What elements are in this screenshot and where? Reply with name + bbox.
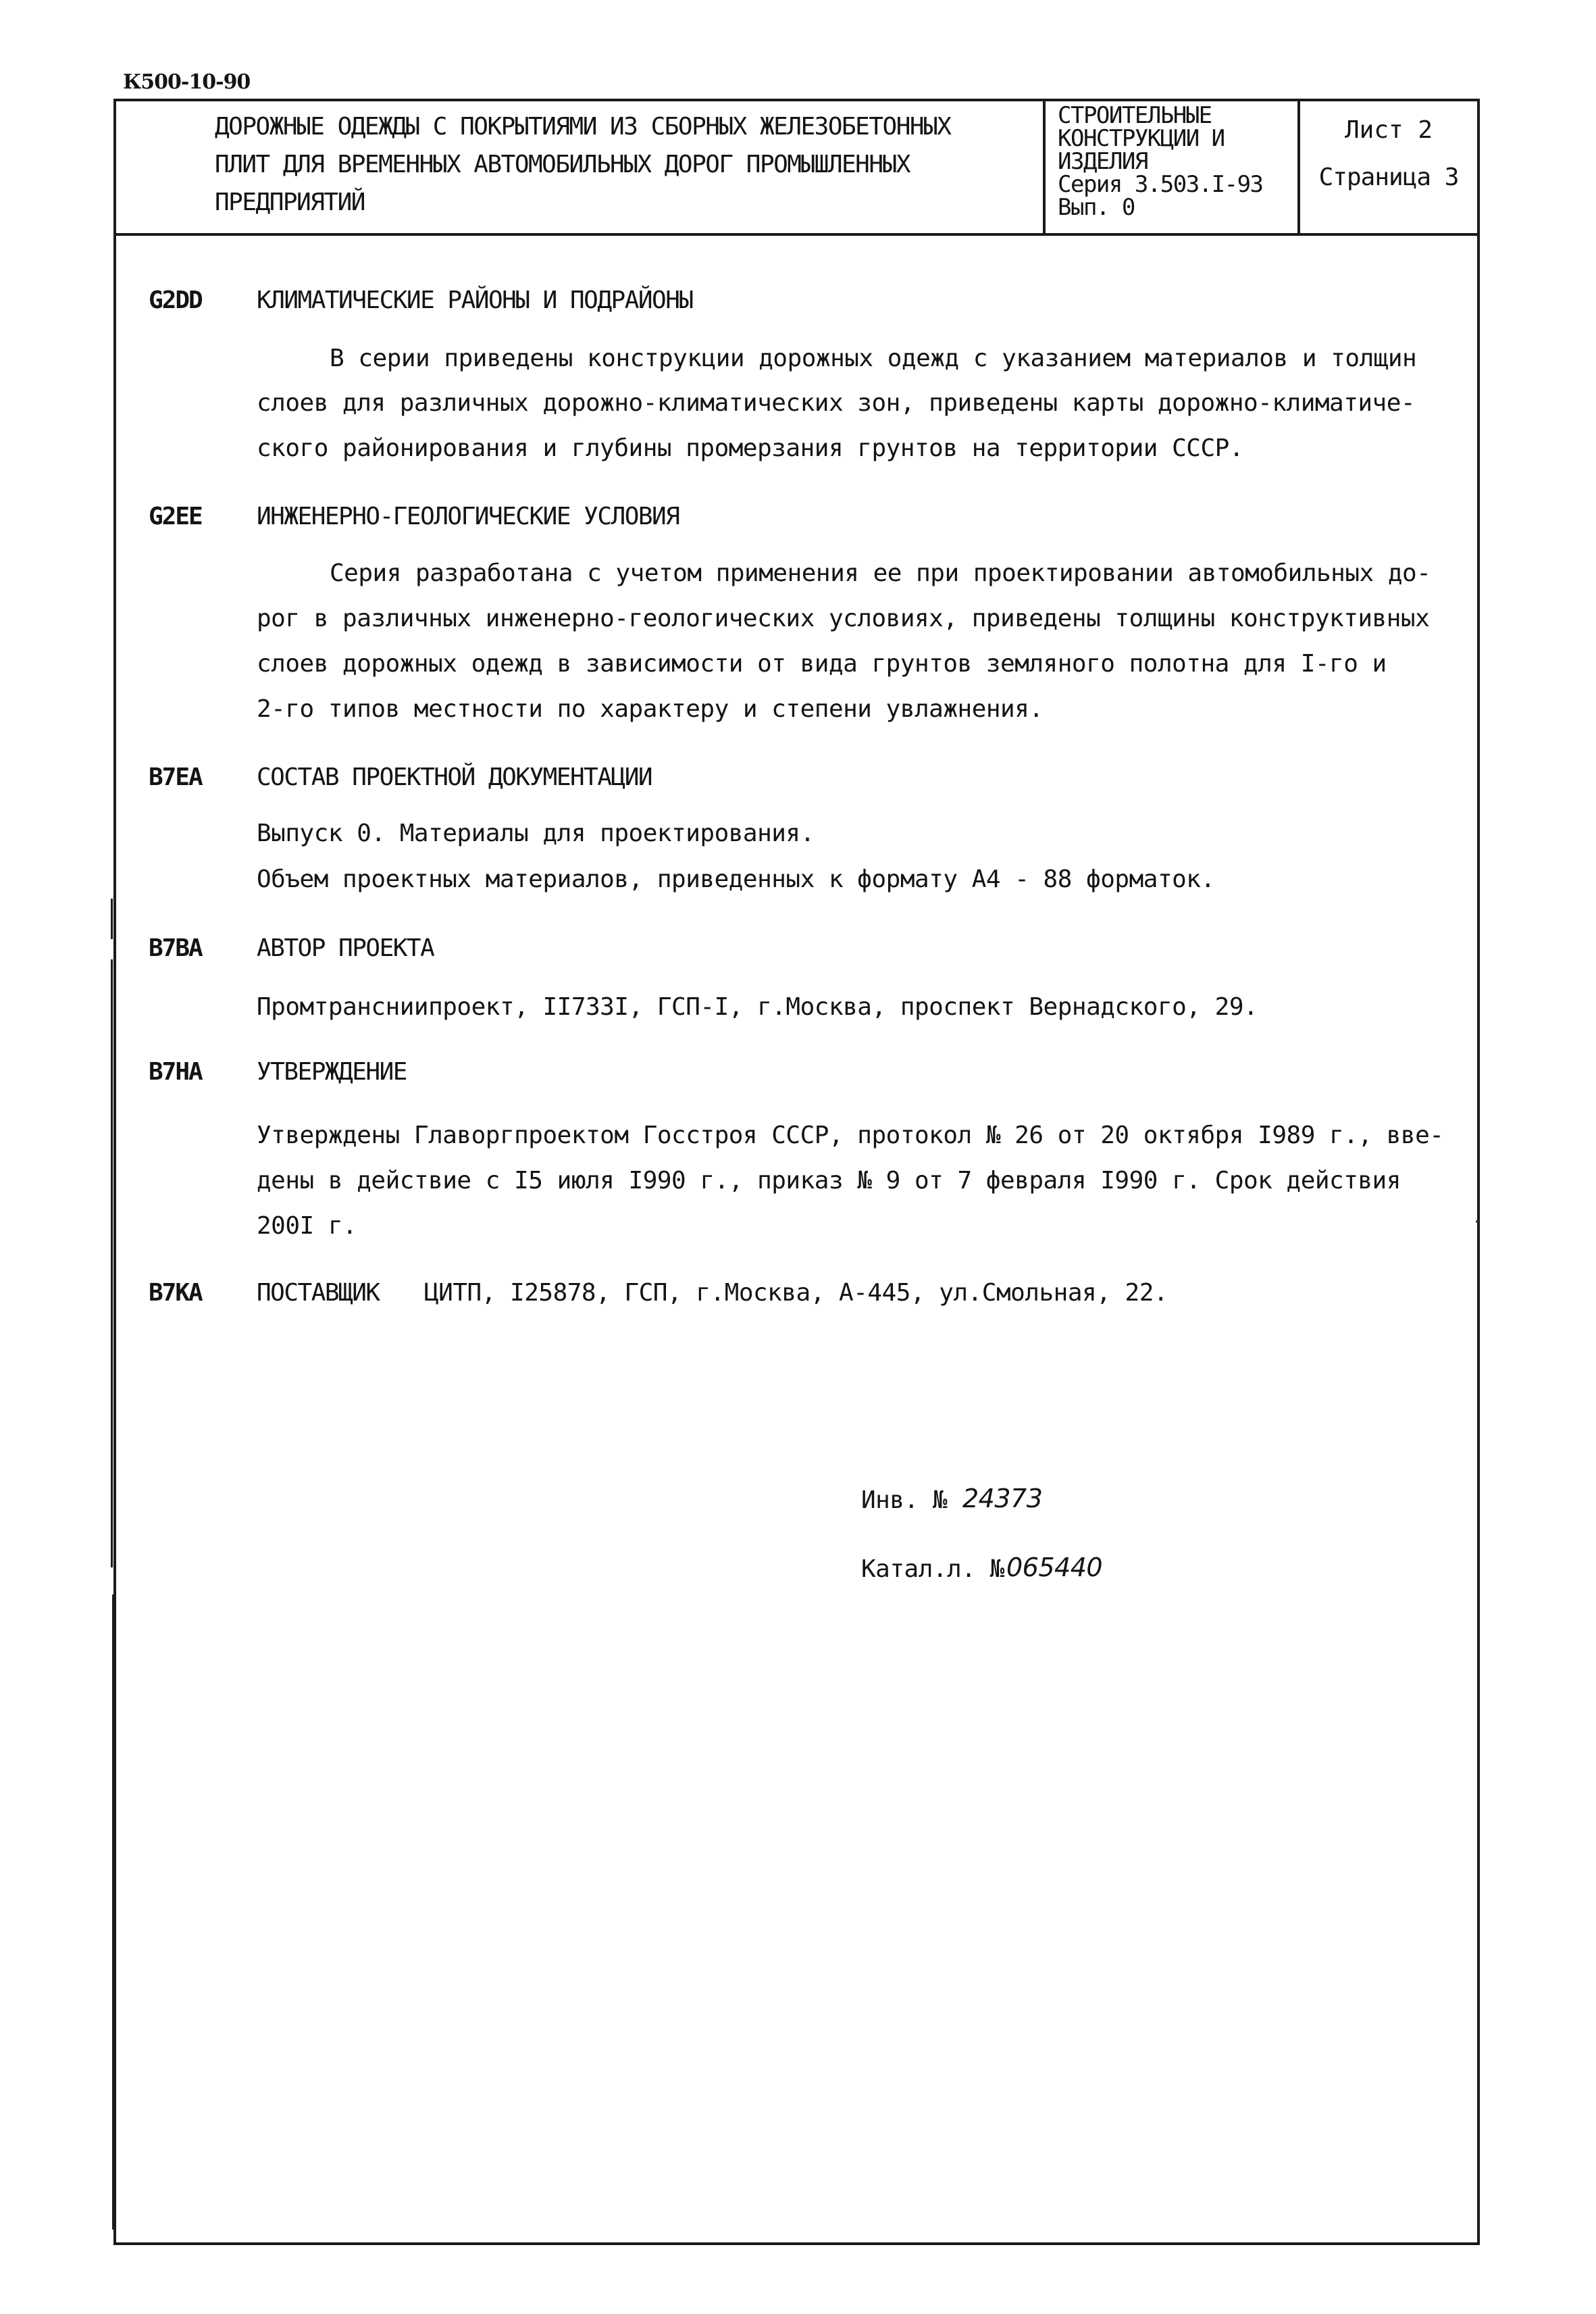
category-line: СТРОИТЕЛЬНЫЕ	[1058, 102, 1212, 129]
section-heading: СОСТАВ ПРОЕКТНОЙ ДОКУМЕНТАЦИИ	[257, 763, 652, 791]
catalog-label: Катал.л. №	[861, 1555, 1004, 1583]
series-block	[1058, 104, 1294, 219]
section-heading: КЛИМАТИЧЕСКИЕ РАЙОНЫ И ПОДРАЙОНЫ	[257, 286, 693, 314]
catalog-number: 065440	[1006, 1553, 1103, 1582]
section-code: B7HA	[149, 1058, 202, 1086]
margin-mark	[112, 1594, 114, 2230]
section-code: G2DD	[149, 286, 202, 314]
body-line: 200I г.	[257, 1212, 357, 1240]
page-number: Страница 3	[1318, 164, 1459, 191]
title-line: ДОРОЖНЫЕ ОДЕЖДЫ С ПОКРЫТИЯМИ ИЗ СБОРНЫХ ЖЕЛЕЗОБЕТОННЫХ	[215, 113, 951, 141]
document-title	[215, 108, 1133, 222]
section-heading: УТВЕРЖДЕНИЕ	[257, 1058, 407, 1086]
header-divider	[1043, 99, 1046, 233]
title-line: ПРЕДПРИЯТИЙ	[215, 188, 365, 216]
body-line: Выпуск 0. Материалы для проектирования.	[257, 820, 815, 847]
category-line: ИЗДЕЛИЯ	[1058, 148, 1148, 175]
margin-mark	[111, 899, 113, 939]
section-code: G2EE	[149, 503, 202, 530]
category-line: КОНСТРУКЦИИ И	[1058, 125, 1225, 152]
document-code: К500-10-90	[123, 70, 251, 94]
section-code: B7EA	[149, 763, 202, 791]
sheet-block	[1300, 99, 1477, 233]
section-code: B7KA	[149, 1279, 202, 1307]
issue-number: Вып. 0	[1058, 194, 1135, 221]
series-number: Серия 3.503.I-93	[1058, 171, 1263, 198]
inventory-number: 24373	[962, 1484, 1043, 1513]
body-line: Серия разработана с учетом применения ее при проектировании автомобильных до-	[330, 559, 1431, 587]
title-block	[113, 99, 1480, 236]
section-heading: ПОСТАВЩИК	[257, 1279, 380, 1307]
body-line: слоев для различных дорожно-климатических зон, приведены карты дорожно-климатиче-	[257, 389, 1416, 417]
body-line: Промтрансниипроект, II733I, ГСП-I, г.Москва, проспект Вернадского, 29.	[257, 993, 1258, 1021]
body-line: 2-го типов местности по характеру и степени увлажнения.	[257, 695, 1044, 723]
body-line: рог в различных инженерно-геологических условиях, приведены толщины конструктивных	[257, 605, 1430, 632]
body-line: слоев дорожных одежд в зависимости от вида грунтов земляного полотна для I-го и	[257, 650, 1387, 678]
sheet-number: Лист 2	[1344, 116, 1433, 144]
section-code: B7BA	[149, 934, 202, 962]
supplier-details: ЦИТП, I25878, ГСП, г.Москва, А-445, ул.Смольная, 22.	[424, 1279, 1168, 1307]
section-heading: ИНЖЕНЕРНО-ГЕОЛОГИЧЕСКИЕ УСЛОВИЯ	[257, 503, 679, 530]
title-line: ПЛИТ ДЛЯ ВРЕМЕННЫХ АВТОМОБИЛЬНЫХ ДОРОГ ПРОМЫШЛЕННЫХ	[215, 151, 910, 178]
body-line: Утверждены Главоргпроектом Госстроя СССР, протокол № 26 от 20 октября I989 г., вве-	[257, 1122, 1444, 1149]
body-line: Объем проектных материалов, приведенных к формату А4 - 88 форматок.	[257, 865, 1215, 893]
body-line: дены в действие с I5 июля I990 г., приказ № 9 от 7 февраля I990 г. Срок действия	[257, 1167, 1401, 1194]
body-line: В серии приведены конструкции дорожных одежд с указанием материалов и толщин	[330, 345, 1417, 372]
scan-dot	[1476, 1220, 1478, 1223]
inventory-label: Инв. №	[861, 1486, 948, 1514]
body-line: ского районирования и глубины промерзания грунтов на территории СССР.	[257, 434, 1243, 462]
section-heading: АВТОР ПРОЕКТА	[257, 934, 434, 962]
margin-mark	[111, 959, 113, 1567]
